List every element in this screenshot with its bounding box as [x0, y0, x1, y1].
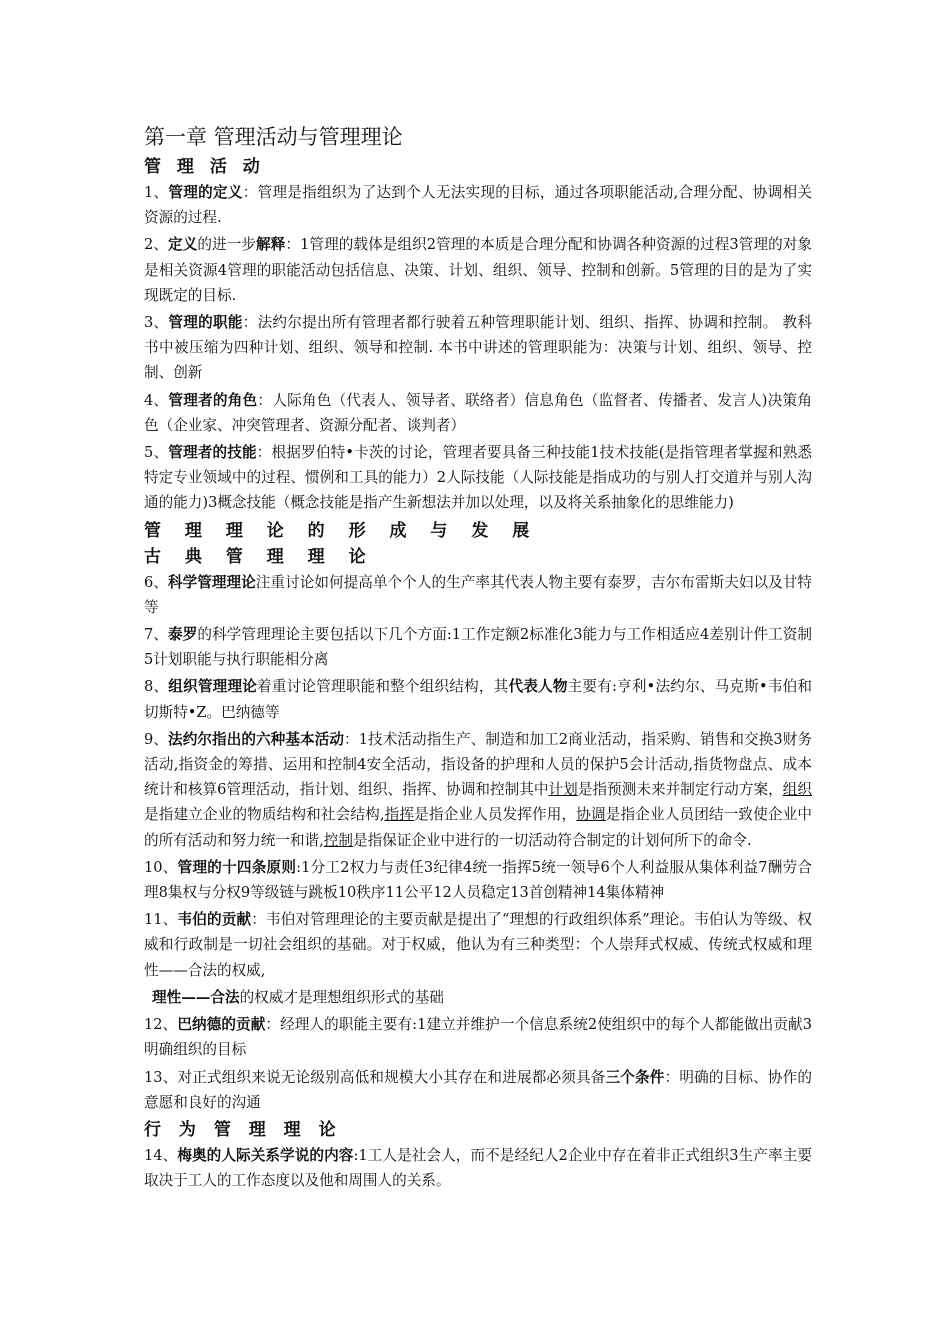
separator: ：: [242, 184, 258, 201]
section-heading-behavioral-theory: 行 为 管 理 理 论: [144, 1119, 342, 1140]
paragraph-2: [144, 232, 812, 308]
separator: ：: [251, 911, 266, 929]
separator: ：: [242, 314, 258, 332]
item-number: 9、: [144, 730, 169, 748]
item-number: 13、: [144, 1068, 178, 1086]
item-term: 管理者的角色: [168, 391, 258, 409]
subsection-heading-classical-theory: 古 典 管 理 理 论: [144, 546, 375, 567]
item-term: 解释: [256, 236, 286, 254]
item-body: 是指企业人员团结一致使企业中的所有活动和努力统一和谐,: [144, 806, 812, 849]
item-body: 的科学管理理论主要包括以下几个方面:1工作定额2标准化3能力与工作相适应4差别计件工资制5计划职能与执行职能相分离: [144, 626, 812, 669]
item-body: 法约尔提出所有管理者都行驶着五种管理职能计划、组织、指挥、协调和控制。 教科书中被压缩为四种计划、组织、领导和控制. 本书中讲述的管理职能为：决策与计划、组织、领导、控制、创新: [144, 314, 812, 382]
item-term: 法约尔指出的六种基本活动: [168, 730, 345, 748]
item-term: 组织管理理论: [168, 678, 258, 696]
item-body: 的权威才是理想组织形式的基础: [239, 988, 444, 1006]
section-heading-theory-development: 管 理 理 论 的 形 成 与 发 展: [144, 520, 539, 541]
item-body: 注重讨论如何提高单个个人的生产率其代表人物主要有泰罗，吉尔布雷斯夫妇以及甘特等: [144, 573, 812, 616]
paragraph-11-continuation: [144, 985, 812, 1010]
paragraph-13: [144, 1065, 812, 1115]
item-body: 明确的目标、协作的意愿和良好的沟通: [144, 1068, 812, 1111]
item-term: 巴纳德的贡献: [177, 1016, 266, 1034]
separator: ：: [664, 1068, 680, 1086]
item-number: 3、: [144, 314, 169, 332]
item-body: 是指建立企业的物质结构和社会结构,: [144, 806, 385, 824]
item-term: 科学管理理论: [167, 573, 256, 591]
item-body: 根据罗伯特•卡茨的讨论，管理者要具备三种技能1技术技能(是指管理者掌握和熟悉特定专业领域中的过程、惯例和工具的能力）2人际技能（人际技能是指成功的与别人打交道并与别人沟通的能力)3概念技能（概念技能是指产生新想法并加以处理，以及将关系抽象化的思维能力): [144, 444, 812, 512]
separator: ：: [285, 236, 301, 254]
underlined-term: 指挥: [384, 806, 415, 824]
item-body: 是指企业人员发挥作用，: [414, 806, 577, 824]
paragraph-10: [144, 855, 812, 905]
item-number: 10、: [144, 858, 178, 876]
item-number: 11、: [144, 911, 178, 929]
item-body: 着重讨论管理职能和整个组织结构，其: [257, 678, 509, 696]
item-body: 主要有:亨利•法约尔、马克斯•韦伯和切斯特•Z。巴纳德等: [144, 678, 812, 721]
item-term: 管理的职能: [168, 314, 243, 332]
item-body: 对正式组织来说无论级别高低和规模大小其存在和进展都必须具备: [177, 1068, 606, 1086]
item-body: 1管理的载体是组织2管理的本质是合理分配和协调各种资源的过程3管理的对象是相关资源4管理的职能活动包括信息、决策、计划、组织、领导、控制和创新。5管理的目的是为了实现既定的目标.: [144, 236, 812, 304]
item-term: 代表人物: [508, 678, 568, 696]
item-term: 管理者的技能: [168, 444, 257, 462]
item-term: 泰罗: [168, 626, 198, 644]
item-body: 韦伯对管理理论的主要贡献是提出了“理想的行政组织体系”理论。韦伯认为等级、权威和行政制是一切社会组织的基础。对于权威，他认为有三种类型：个人崇拜式权威、传统式权威和理性——合法的权威,: [144, 911, 812, 979]
item-body: 是指预测未来并制定行动方案，: [577, 781, 783, 799]
item-term: 定义: [168, 236, 198, 254]
separator: ：: [344, 730, 359, 748]
section-heading-management-activities: 管 理 活 动: [144, 157, 265, 177]
item-term: 梅奥的人际关系学说的内容: [177, 1146, 354, 1164]
item-term: 管理的十四条原则: [177, 858, 297, 876]
paragraph-3: [144, 310, 812, 386]
item-number: 7、: [144, 626, 169, 644]
separator: ：: [256, 444, 272, 462]
separator: ：: [257, 391, 273, 409]
item-body: 管理是指组织为了达到个人无法实现的目标，通过各项职能活动,合理分配、协调相关资源的过程.: [144, 184, 812, 227]
item-number: 14、: [144, 1146, 178, 1164]
separator: :: [296, 858, 302, 876]
item-number: 12、: [144, 1016, 178, 1034]
item-number: 1、: [144, 184, 169, 201]
paragraph-7: [144, 622, 812, 672]
item-number: 5、: [144, 444, 169, 462]
paragraph-5: [144, 440, 812, 516]
item-text: 的进一步: [197, 236, 257, 254]
paragraph-8: [144, 674, 812, 724]
item-body: 人际角色（代表人、领导者、联络者）信息角色（监督者、传播者、发言人)决策角色（企业家、冲突管理者、资源分配者、谈判者）: [144, 391, 812, 434]
item-body: 经理人的职能主要有:1建立并维护一个信息系统2使组织中的每个人都能做出贡献3明确组织的目标: [144, 1016, 812, 1059]
separator: ：: [265, 1016, 281, 1034]
paragraph-14: [144, 1143, 812, 1193]
item-term: 理性——合法: [152, 988, 240, 1006]
item-body: 1技术活动指生产、制造和加工2商业活动，指采购、销售和交换3财务活动,指资金的筹措、运用和控制4安全活动，指设备的护理和人员的保护5会计活动,指货物盘点、成本统计和核算6管理活动，指计划、组织、指挥、协调和控制其中: [144, 730, 812, 799]
paragraph-6: [144, 570, 812, 620]
item-body: 是指保证企业中进行的一切活动符合制定的计划何所下的命令.: [352, 831, 752, 849]
paragraph-9: [144, 727, 812, 853]
underlined-term: 控制: [323, 831, 353, 849]
paragraph-11: [144, 907, 812, 983]
item-body: 1分工2权力与责任3纪律4统一指挥5统一领导6个人利益服从集体利益7酬劳合理8集权与分权9等级链与跳板10秩序11公平12人员稳定13首创精神14集体精神: [144, 858, 812, 902]
item-term: 三个条件: [605, 1068, 665, 1086]
underlined-term: 组织: [782, 781, 812, 799]
item-term: 韦伯的贡献: [177, 911, 252, 929]
item-number: 8、: [144, 678, 169, 696]
chapter-title: 第一章 管理活动与管理理论: [144, 125, 403, 149]
underlined-term: 计划: [548, 781, 578, 799]
item-number: 4、: [144, 391, 169, 409]
paragraph-4: [144, 388, 812, 438]
item-body: 1工人是社会人，而不是经纪人2企业中存在着非正式组织3生产率主要取决于工人的工作态度以及他和周围人的关系。: [144, 1146, 812, 1190]
paragraph-12: [144, 1012, 812, 1062]
document-content: [144, 122, 812, 1195]
paragraph-1: [144, 180, 812, 230]
item-term: 管理的定义: [168, 184, 243, 201]
item-number: 2、: [144, 236, 169, 254]
underlined-term: 协调: [576, 806, 606, 824]
separator: :: [353, 1146, 359, 1164]
item-number: 6、: [144, 573, 168, 591]
